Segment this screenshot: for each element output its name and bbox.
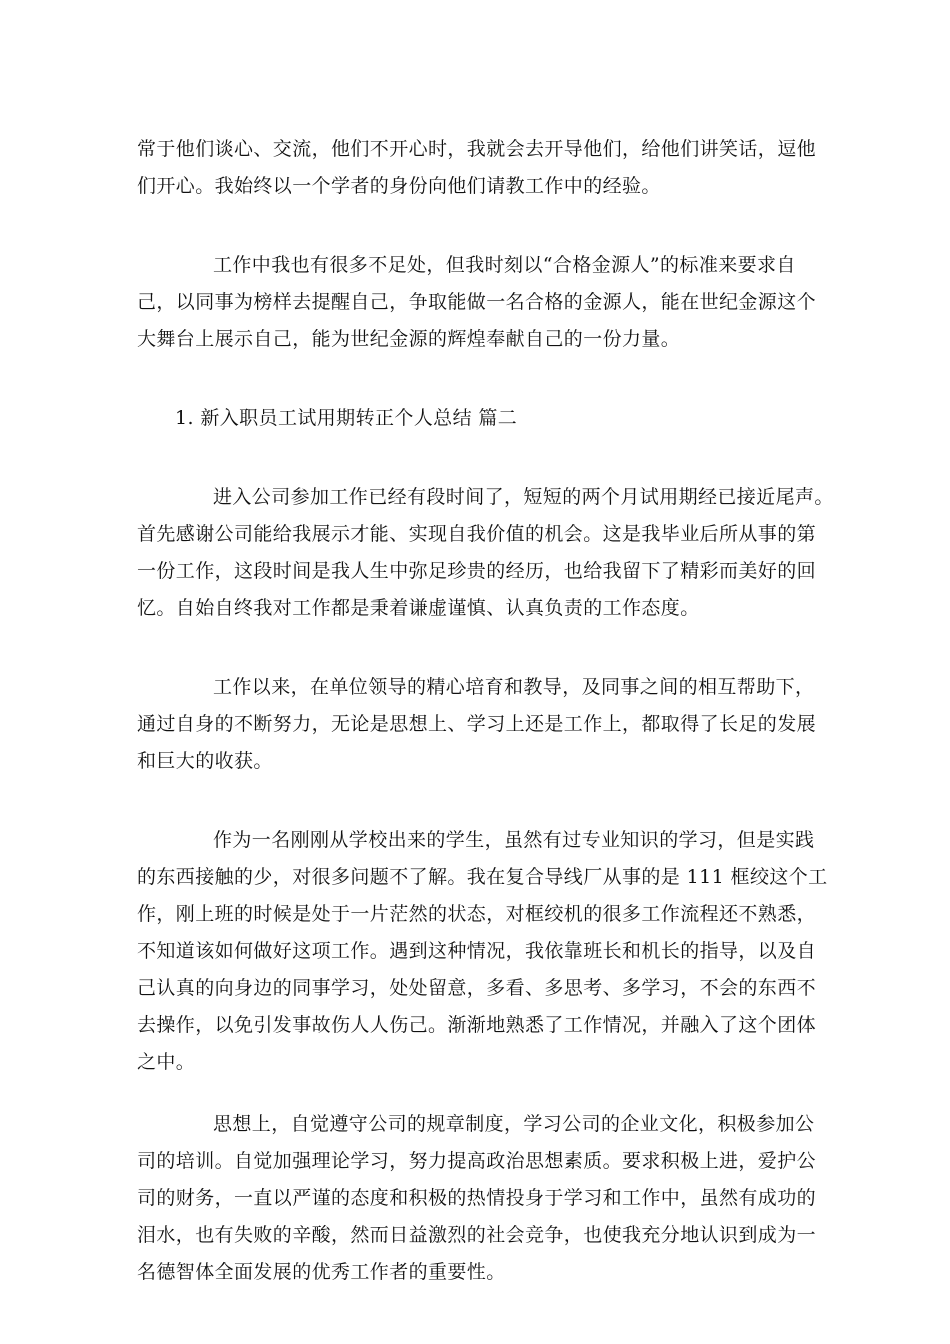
paragraph-line: 忆。自始自终我对工作都是秉着谦虚谨慎、认真负责的工作态度。	[137, 597, 700, 619]
paragraph-line: 作，刚上班的时候是处于一片茫然的状态，对框绞机的很多工作流程还不熟悉，	[137, 903, 817, 925]
paragraph-line: 通过自身的不断努力，无论是思想上、学习上还是工作上，都取得了长足的发展	[137, 713, 817, 735]
paragraph-line: 司的培训。自觉加强理论学习，努力提高政治思想素质。要求积极上进，爱护公	[137, 1150, 817, 1172]
paragraph-line: 己认真的向身边的同事学习，处处留意，多看、多思考、多学习，不会的东西不	[137, 977, 817, 999]
paragraph-line: 不知道该如何做好这项工作。遇到这种情况，我依靠班长和机长的指导，以及自	[137, 940, 817, 962]
section-heading: 1. 新入职员工试用期转正个人总结 篇二	[175, 407, 518, 429]
paragraph-line: 们开心。我始终以一个学者的身份向他们请教工作中的经验。	[137, 175, 661, 197]
paragraph-line: 大舞台上展示自己，能为世纪金源的辉煌奉献自己的一份力量。	[137, 328, 681, 350]
paragraph-line: 首先感谢公司能给我展示才能、实现自我价值的机会。这是我毕业后所从事的第	[137, 523, 817, 545]
paragraph-line: 作为一名刚刚从学校出来的学生，虽然有过专业知识的学习，但是实践	[213, 829, 815, 851]
paragraph-line: 工作以来，在单位领导的精心培育和教导，及同事之间的相互帮助下，	[213, 676, 815, 698]
paragraph-line: 泪水，也有失败的辛酸，然而日益激烈的社会竞争，也使我充分地认识到成为一	[137, 1224, 817, 1246]
paragraph-line: 司的财务，一直以严谨的态度和积极的热情投身于学习和工作中，虽然有成功的	[137, 1187, 817, 1209]
paragraph-line: 之中。	[137, 1051, 196, 1073]
paragraph-line: 名德智体全面发展的优秀工作者的重要性。	[137, 1261, 506, 1283]
paragraph-line: 一份工作，这段时间是我人生中弥足珍贵的经历，也给我留下了精彩而美好的回	[137, 560, 817, 582]
paragraph-line: 去操作，以免引发事故伤人人伤己。渐渐地熟悉了工作情况，并融入了这个团体	[137, 1014, 817, 1036]
paragraph-line: 工作中我也有很多不足处，但我时刻以“合格金源人”的标准来要求自	[213, 254, 796, 276]
paragraph-line: 思想上，自觉遵守公司的规章制度，学习公司的企业文化，积极参加公	[213, 1113, 815, 1135]
paragraph-line: 的东西接触的少，对很多问题不了解。我在复合导线厂从事的是 111 框绞这个工	[137, 866, 828, 888]
paragraph-line: 己，以同事为榜样去提醒自己，争取能做一名合格的金源人，能在世纪金源这个	[137, 291, 817, 313]
paragraph-line: 常于他们谈心、交流，他们不开心时，我就会去开导他们，给他们讲笑话，逗他	[137, 138, 817, 160]
paragraph-line: 和巨大的收获。	[137, 750, 273, 772]
paragraph-line: 进入公司参加工作已经有段时间了，短短的两个月试用期经已接近尾声。	[213, 486, 834, 508]
